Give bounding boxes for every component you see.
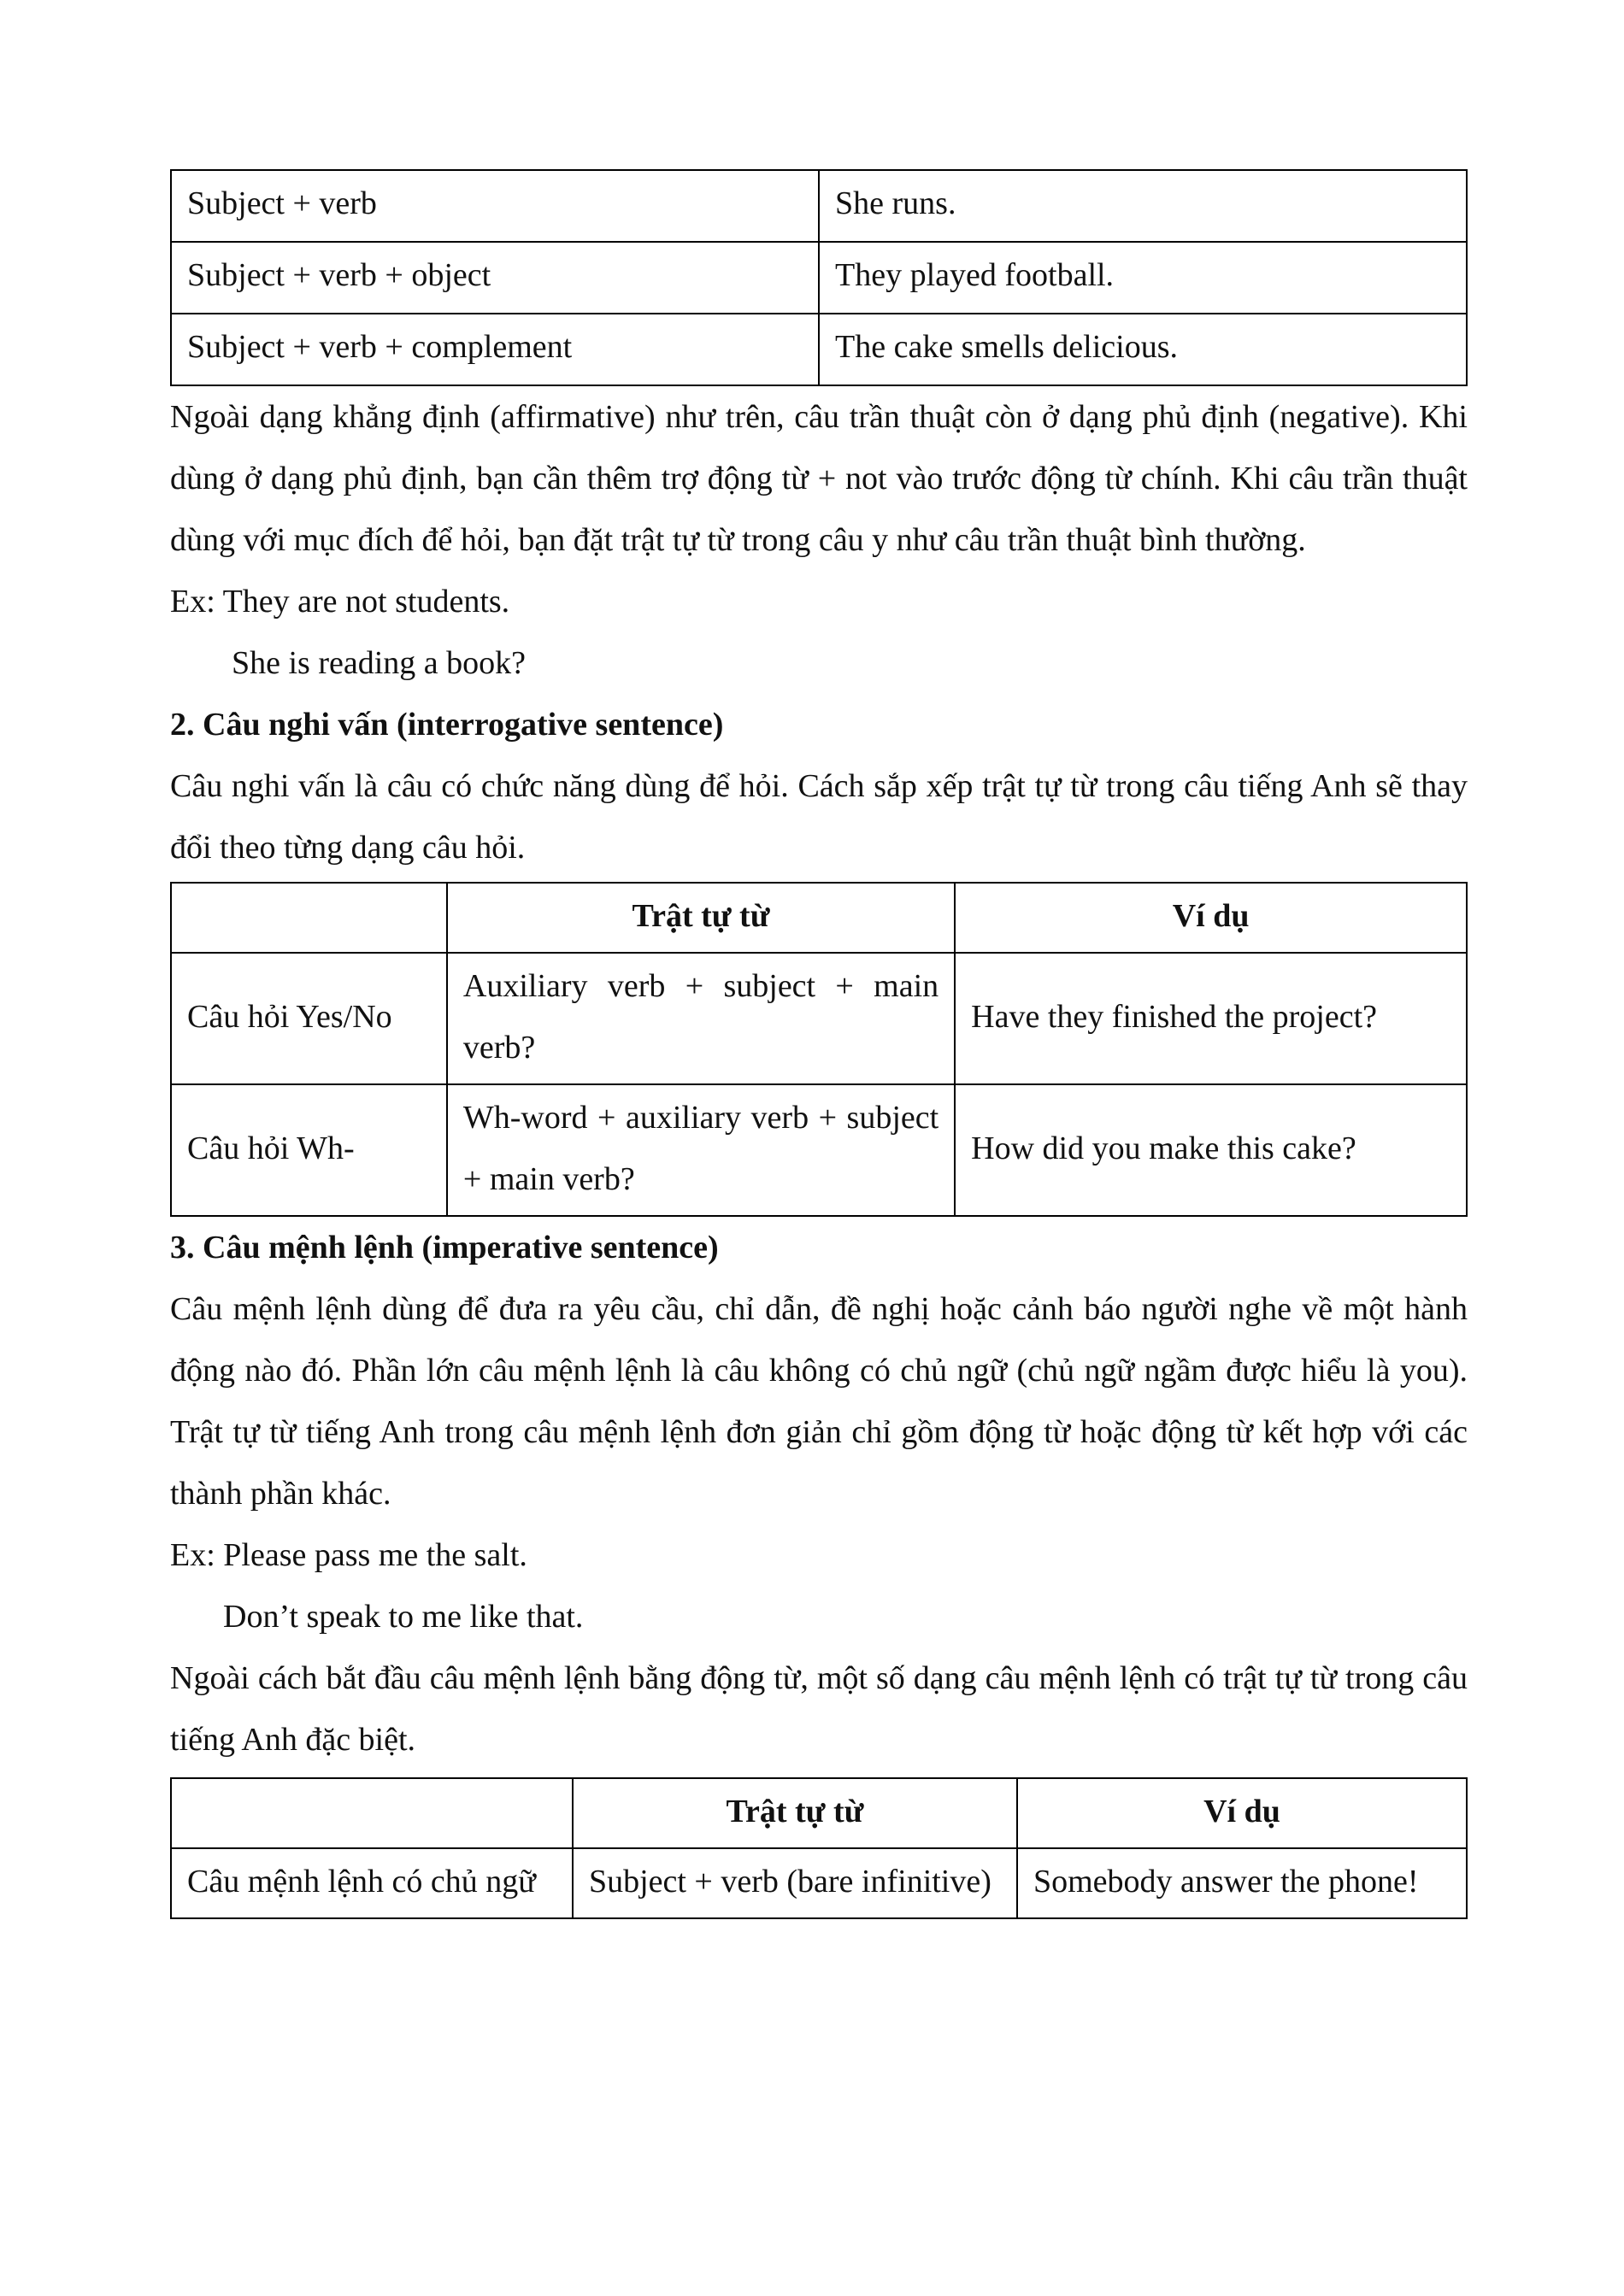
example-line: Ex: Please pass me the salt.	[170, 1537, 527, 1573]
table-cell: Have they finished the project?	[955, 953, 1467, 1084]
paragraph-special: Ngoài cách bắt đầu câu mệnh lệnh bằng động từ, một số dạng câu mệnh lệnh có trật tự từ trong câu tiếng Anh đặc biệt.	[170, 1660, 1468, 1758]
table-cell: Câu mệnh lệnh có chủ ngữ	[171, 1848, 573, 1918]
table-cell: Auxiliary verb + subject + main verb?	[447, 953, 955, 1084]
paragraph-interrogative: Câu nghi vấn là câu có chức năng dùng để hỏi. Cách sắp xếp trật tự từ trong câu tiếng Anh sẽ thay đổi theo từng dạng câu hỏi.	[170, 768, 1468, 866]
paragraph-negative: Ngoài dạng khẳng định (affirmative) như trên, câu trần thuật còn ở dạng phủ định (negative). Khi dùng ở dạng phủ định, bạn cần thêm trợ động từ + not vào trước động từ chính. Khi câu trần thuật dùng với mục đích để hỏi, bạn đặt trật tự từ trong câu y như câu trần thuật bình thường.	[170, 399, 1468, 558]
table-row	[171, 1848, 1467, 1918]
table-cell: Câu hỏi Yes/No	[171, 953, 447, 1084]
table-cell: Subject + verb + complement	[171, 314, 819, 385]
document-page	[170, 169, 1468, 1919]
table-cell: She runs.	[819, 170, 1467, 242]
question-table	[170, 882, 1468, 1217]
table-cell: Subject + verb (bare infinitive)	[573, 1848, 1017, 1918]
table-cell: Câu hỏi Wh-	[171, 1084, 447, 1216]
table-header-row	[171, 883, 1467, 953]
paragraph-imperative: Câu mệnh lệnh dùng để đưa ra yêu cầu, chỉ dẫn, đề nghị hoặc cảnh báo người nghe về một hành động nào đó. Phần lớn câu mệnh lệnh là câu không có chủ ngữ (chủ ngữ ngầm được hiểu là you). Trật tự từ tiếng Anh trong câu mệnh lệnh đơn giản chỉ gồm động từ hoặc động từ kết hợp với các thành phần khác.	[170, 1291, 1468, 1512]
table-row	[171, 953, 1467, 1084]
table-header-cell	[171, 883, 447, 953]
table-header-cell: Trật tự từ	[447, 883, 955, 953]
table-cell: Subject + verb	[171, 170, 819, 242]
table-header-cell: Ví dụ	[955, 883, 1467, 953]
table-cell: Subject + verb + object	[171, 242, 819, 314]
table-row	[171, 242, 1467, 314]
imperative-table	[170, 1777, 1468, 1919]
table-cell: Somebody answer the phone!	[1017, 1848, 1467, 1918]
table-cell: How did you make this cake?	[955, 1084, 1467, 1216]
example-line: Don’t speak to me like that.	[223, 1599, 584, 1635]
section-heading-interrogative: 2. Câu nghi vấn (interrogative sentence)	[170, 707, 724, 743]
table-row	[171, 1084, 1467, 1216]
table-header-cell: Trật tự từ	[573, 1778, 1017, 1848]
structure-table	[170, 169, 1468, 386]
example-line: She is reading a book?	[232, 645, 527, 681]
table-header-cell: Ví dụ	[1017, 1778, 1467, 1848]
table-cell: The cake smells delicious.	[819, 314, 1467, 385]
table-cell: They played football.	[819, 242, 1467, 314]
table-header-cell	[171, 1778, 573, 1848]
example-line: Ex: They are not students.	[170, 584, 510, 620]
section-heading-imperative: 3. Câu mệnh lệnh (imperative sentence)	[170, 1230, 719, 1265]
table-row	[171, 314, 1467, 385]
table-header-row	[171, 1778, 1467, 1848]
table-row	[171, 170, 1467, 242]
table-cell: Wh-word + auxiliary verb + subject + main verb?	[447, 1084, 955, 1216]
